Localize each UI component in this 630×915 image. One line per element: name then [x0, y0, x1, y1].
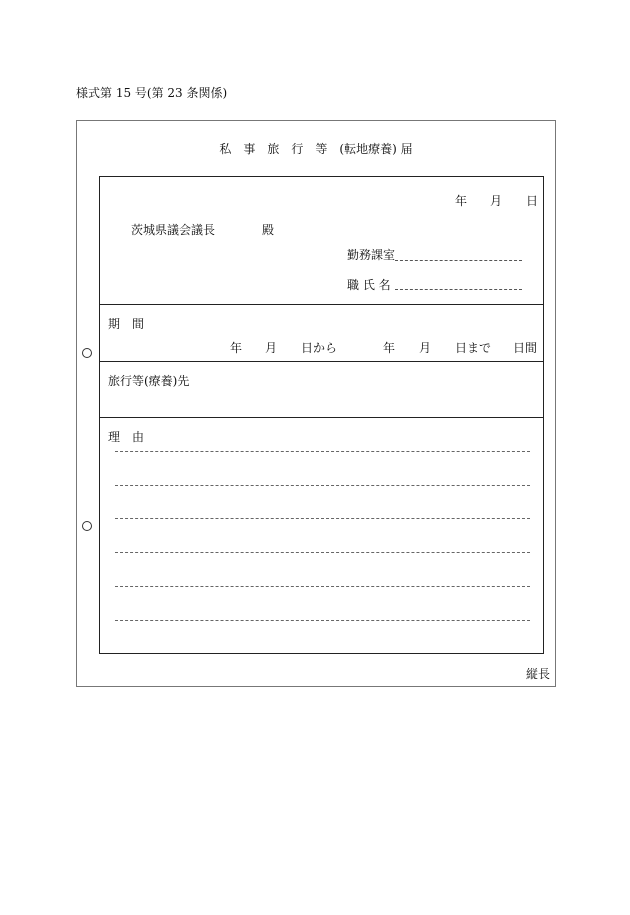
department-label: 勤務課室	[347, 248, 396, 262]
period-to-day: 日まで	[455, 341, 492, 355]
position-name-underline[interactable]	[395, 289, 522, 290]
addressee-honorific: 殿	[262, 223, 275, 237]
binding-hole-icon	[82, 521, 92, 531]
orientation-note: 縦長	[526, 667, 551, 681]
period-days: 日間	[513, 341, 538, 355]
separator-destination	[99, 361, 544, 362]
reason-line-2[interactable]	[115, 485, 530, 486]
addressee-name: 茨城県議会議長	[131, 223, 216, 237]
reason-line-4[interactable]	[115, 552, 530, 553]
period-label: 期 間	[108, 317, 145, 331]
date-day-label: 日	[526, 194, 539, 208]
date-year-label: 年	[455, 194, 468, 208]
binding-hole-icon	[82, 348, 92, 358]
position-name-label: 職 氏 名	[347, 278, 391, 292]
reason-line-3[interactable]	[115, 518, 530, 519]
period-to-year: 年	[383, 341, 396, 355]
period-from-day: 日から	[301, 341, 338, 355]
separator-reason	[99, 417, 544, 418]
reason-line-1[interactable]	[115, 451, 530, 452]
reason-line-6[interactable]	[115, 620, 530, 621]
form-title: 私 事 旅 行 等 (転地療養) 届	[219, 142, 413, 156]
reason-label: 理 由	[108, 430, 145, 444]
department-underline[interactable]	[395, 260, 522, 261]
period-to-month: 月	[419, 341, 432, 355]
period-from-year: 年	[230, 341, 243, 355]
form-box	[99, 176, 544, 654]
reason-line-5[interactable]	[115, 586, 530, 587]
date-month-label: 月	[490, 194, 503, 208]
period-from-month: 月	[265, 341, 278, 355]
destination-label: 旅行等(療養)先	[108, 374, 190, 388]
separator-period	[99, 304, 544, 305]
form-number: 様式第 15 号(第 23 条関係)	[76, 86, 228, 100]
